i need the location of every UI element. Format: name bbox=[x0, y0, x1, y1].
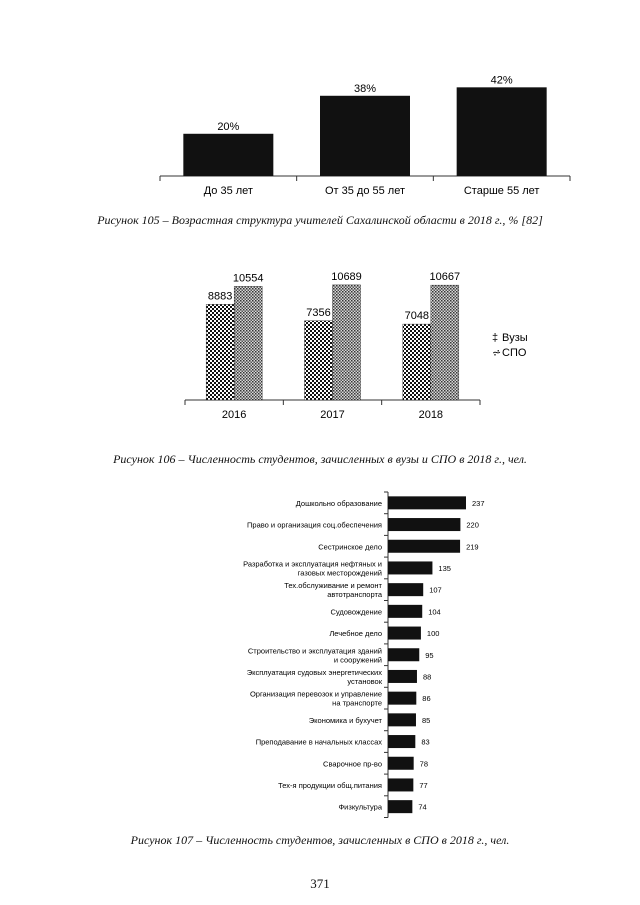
category-label bbox=[329, 629, 382, 638]
category-label bbox=[248, 646, 382, 664]
category-label-line: Сестринское дело bbox=[318, 542, 382, 552]
bar bbox=[388, 627, 421, 640]
category-label bbox=[338, 803, 382, 812]
bar bbox=[388, 692, 416, 705]
category-label bbox=[296, 499, 382, 508]
bar bbox=[388, 670, 417, 683]
data-label: 7048 bbox=[404, 310, 430, 323]
data-label: 237 bbox=[472, 498, 485, 508]
bar bbox=[388, 778, 413, 791]
data-label: 10689 bbox=[331, 270, 362, 283]
category-label-line: Преподавание в начальных классах bbox=[255, 737, 382, 747]
bar bbox=[388, 496, 466, 509]
category-label bbox=[256, 738, 383, 747]
category-label bbox=[318, 542, 382, 551]
data-label: 74 bbox=[418, 802, 427, 812]
bar bbox=[388, 518, 460, 531]
data-label: 78 bbox=[419, 759, 429, 769]
legend-entry: Вузы bbox=[502, 332, 528, 344]
bar bbox=[388, 648, 419, 661]
data-label: 10667 bbox=[429, 271, 461, 284]
category-label-line: Физкультура bbox=[338, 802, 382, 812]
category-label-line: Разработка и эксплуатация нефтяных и bbox=[243, 559, 382, 569]
legend-marker: ‡ bbox=[492, 332, 499, 344]
data-label: 77 bbox=[419, 780, 428, 790]
data-label: 83 bbox=[421, 737, 430, 747]
data-label: 107 bbox=[429, 585, 442, 595]
caption-figure-107: Рисунок 107 – Численность студентов, зачисленных в СПО в 2018 г., чел. bbox=[130, 833, 510, 847]
page-number: 371 bbox=[310, 876, 330, 891]
category-label-line: на транспорте bbox=[332, 698, 382, 708]
category-label-line: Лечебное дело bbox=[329, 629, 382, 639]
bar bbox=[388, 800, 412, 813]
data-label: 38% bbox=[353, 82, 377, 95]
category-label-line: и сооружений bbox=[333, 655, 382, 665]
category-label-line: Эксплуатация судовых энергетических bbox=[246, 667, 382, 677]
data-label: 104 bbox=[428, 607, 441, 617]
data-label: 8883 bbox=[207, 290, 233, 303]
category-label-line: Тех-я продукции общ.питания bbox=[278, 780, 382, 790]
legend-entry: СПО bbox=[502, 347, 527, 359]
data-label: 10554 bbox=[232, 272, 264, 285]
category-label-line: Сварочное пр-во bbox=[323, 759, 382, 769]
category-label: 2018 bbox=[418, 409, 444, 421]
category-label bbox=[250, 690, 382, 708]
data-label: 95 bbox=[425, 650, 434, 660]
category-label: Старше 55 лет bbox=[463, 185, 540, 197]
category-label-line: Право и организация соц.обеспечения bbox=[247, 520, 382, 530]
category-label-line: Организация перевозок и управление bbox=[249, 689, 382, 699]
data-label: 219 bbox=[466, 542, 479, 552]
bar bbox=[388, 605, 422, 618]
data-label: 100 bbox=[426, 629, 440, 639]
category-label bbox=[309, 716, 383, 725]
bar bbox=[388, 757, 414, 770]
data-label: 20% bbox=[217, 120, 240, 133]
category-label-line: газовых месторождений bbox=[297, 568, 382, 578]
legend-marker: ⩫ bbox=[492, 347, 502, 359]
data-label: 42% bbox=[490, 74, 513, 87]
bar bbox=[388, 735, 415, 748]
category-label bbox=[323, 759, 382, 768]
caption-figure-105: Рисунок 105 – Возрастная структура учителей Сахалинской области в 2018 г., % [82] bbox=[97, 213, 543, 227]
bar bbox=[388, 561, 432, 574]
category-label-line: установок bbox=[347, 676, 382, 686]
category-label bbox=[278, 781, 382, 790]
category-label-line: Строительство и эксплуатация зданий bbox=[247, 646, 382, 656]
category-label: 2017 bbox=[320, 409, 345, 421]
category-label bbox=[243, 559, 382, 577]
bar bbox=[388, 583, 423, 596]
category-label bbox=[247, 668, 383, 686]
data-label: 86 bbox=[422, 694, 431, 704]
data-label: 7356 bbox=[306, 306, 331, 319]
category-label: От 35 до 55 лет bbox=[324, 185, 406, 197]
bar bbox=[388, 540, 460, 553]
data-label: 220 bbox=[466, 520, 479, 530]
category-label-line: автотранспорта bbox=[327, 590, 382, 600]
data-label: 88 bbox=[422, 672, 432, 682]
category-label bbox=[284, 581, 383, 599]
data-label: 135 bbox=[438, 563, 451, 573]
category-label: До 35 лет bbox=[203, 185, 253, 197]
bar bbox=[388, 713, 416, 726]
data-label: 85 bbox=[421, 715, 431, 725]
category-label bbox=[330, 607, 382, 616]
category-label-line: Дошкольно образование bbox=[295, 498, 382, 508]
category-label bbox=[247, 521, 382, 530]
category-label-line: Судовождение bbox=[330, 607, 382, 617]
category-label-line: Тех.обслуживание и ремонт bbox=[284, 581, 382, 591]
caption-figure-106: Рисунок 106 – Численность студентов, зачисленных в вузы и СПО в 2018 г., чел. bbox=[113, 452, 527, 466]
category-label-line: Экономика и бухучет bbox=[308, 715, 382, 725]
category-label: 2016 bbox=[221, 409, 247, 421]
